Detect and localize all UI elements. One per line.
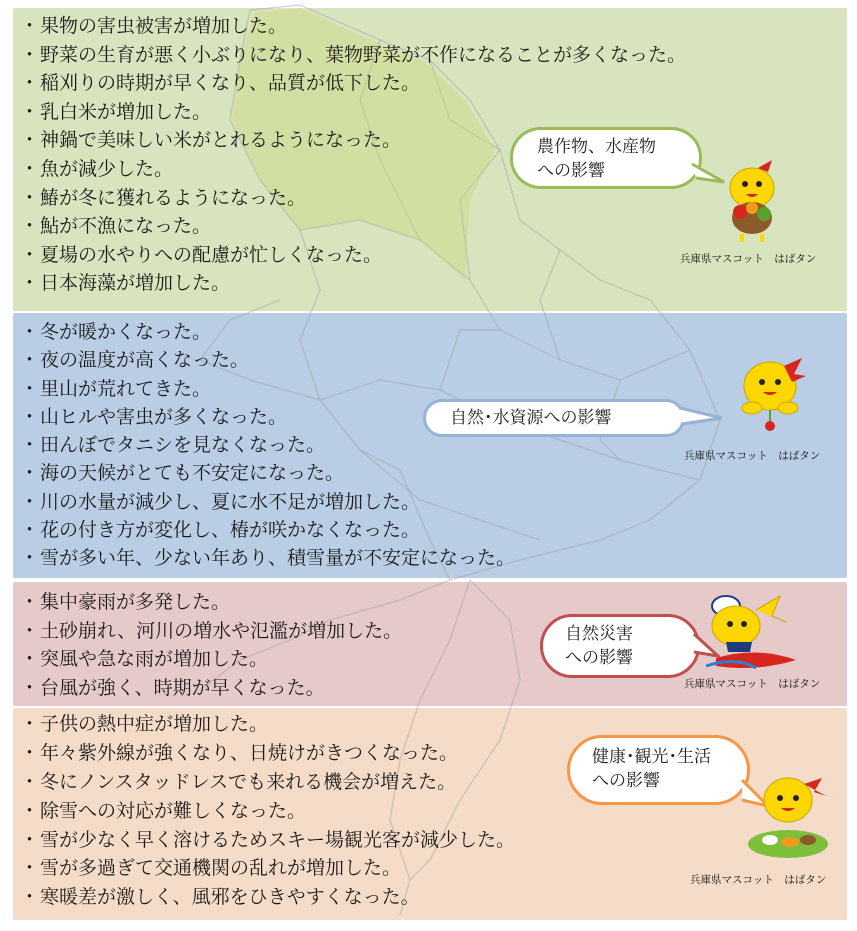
- list-item: ・ 雪が多い年、少ない年あり、積雪量が不安定になった。: [20, 544, 515, 572]
- list-item: ・ 稲刈りの時期が早くなり、品質が低下した。: [20, 69, 686, 98]
- list-item: ・ 鰆が冬に獲れるようになった。: [20, 184, 686, 213]
- disaster-impact-list: [20, 588, 402, 702]
- mascot-habatan-farm-icon: [712, 158, 792, 242]
- list-item: ・ 集中豪雨が多発した。: [20, 588, 402, 617]
- bubble-line: 自然･水資源への影響: [450, 408, 612, 428]
- list-item: ・ 土砂崩れ、河川の増水や氾濫が増加した。: [20, 617, 402, 646]
- bubble-line: 健康･観光･生活: [592, 747, 711, 767]
- list-item: ・ 鮎が不漁になった。: [20, 212, 686, 241]
- bubble-line: への影響: [592, 771, 660, 791]
- nature-speech-bubble: [423, 399, 685, 437]
- list-item: ・ 乳白米が増加した。: [20, 98, 686, 127]
- bubble-tail: [676, 404, 726, 428]
- list-item: ・ 山ヒルや害虫が多くなった。: [20, 403, 515, 431]
- mascot-caption: 兵庫県マスコット はばタン: [690, 874, 827, 886]
- list-item: ・ 雪が少なく早く溶けるためスキー場観光客が減少した。: [20, 826, 515, 855]
- list-item: ・ 神鍋で美味しい米がとれるようになった。: [20, 126, 686, 155]
- nature-impact-list: [20, 318, 515, 573]
- list-item: ・ 果物の害虫被害が増加した。: [20, 12, 686, 41]
- list-item: ・ 年々紫外線が強くなり、日焼けがきつくなった。: [20, 739, 515, 768]
- bubble-line: への影響: [565, 648, 633, 668]
- list-item: ・ 冬にノンスタッドレスでも来れる機会が増えた。: [20, 768, 515, 797]
- list-item: ・ 冬が暖かくなった。: [20, 318, 515, 346]
- list-item: ・ 夏場の水やりへの配慮が忙しくなった。: [20, 241, 686, 270]
- list-item: ・ 里山が荒れてきた。: [20, 375, 515, 403]
- mascot-habatan-surfing-icon: [696, 586, 806, 672]
- list-item: ・ 寒暖差が激しく、風邪をひきやすくなった。: [20, 883, 515, 912]
- list-item: ・ 雪が多過ぎて交通機関の乱れが増加した。: [20, 854, 515, 883]
- mascot-habatan-flower-icon: [730, 352, 810, 440]
- list-item: ・ 海の天候がとても不安定になった。: [20, 459, 515, 487]
- list-item: ・ 花の付き方が変化し、椿が咲かなくなった。: [20, 516, 515, 544]
- list-item: ・ 除雪への対応が難しくなった。: [20, 797, 515, 826]
- list-item: ・ 子供の熱中症が増加した。: [20, 710, 515, 739]
- list-item: ・ 田んぼでタニシを見なくなった。: [20, 431, 515, 459]
- list-item: ・ 日本海藻が増加した。: [20, 269, 686, 298]
- mascot-caption: 兵庫県マスコット はばタン: [684, 678, 821, 690]
- mascot-caption: 兵庫県マスコット はばタン: [684, 450, 821, 462]
- list-item: ・ 台風が強く、時期が早くなった。: [20, 674, 402, 703]
- agriculture-speech-bubble: [510, 127, 702, 189]
- list-item: ・ 野菜の生育が悪く小ぶりになり、葉物野菜が不作になることが多くなった。: [20, 41, 686, 70]
- list-item: ・ 魚が減少した。: [20, 155, 686, 184]
- mascot-caption: 兵庫県マスコット はばタン: [680, 253, 817, 265]
- list-item: ・ 夜の温度が高くなった。: [20, 346, 515, 374]
- list-item: ・ 突風や急な雨が増加した。: [20, 645, 402, 674]
- bubble-line: への影響: [537, 161, 605, 181]
- life-speech-bubble: [567, 735, 750, 805]
- disaster-speech-bubble: [540, 614, 700, 678]
- list-item: ・ 川の水量が減少し、夏に水不足が増加した。: [20, 488, 515, 516]
- life-impact-list: [20, 710, 515, 912]
- bubble-line: 自然災害: [565, 624, 633, 644]
- bubble-line: 農作物、水産物: [537, 137, 656, 157]
- mascot-habatan-meal-icon: [744, 770, 832, 862]
